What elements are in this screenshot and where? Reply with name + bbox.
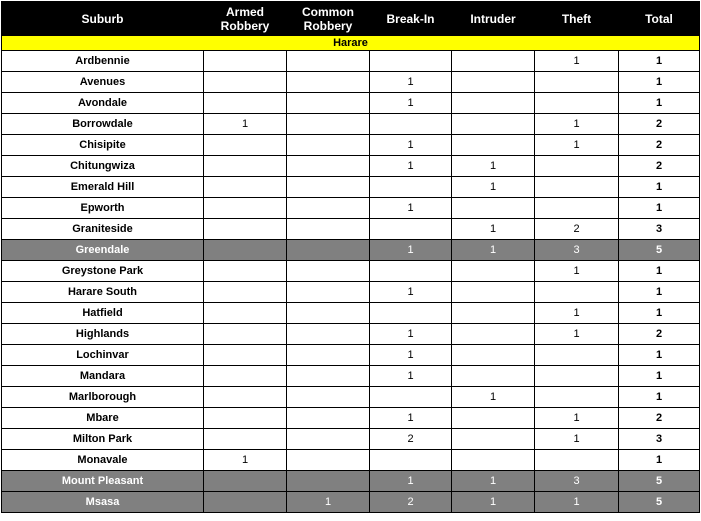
- armed-robbery-cell: [204, 72, 287, 93]
- common-robbery-cell: [287, 93, 370, 114]
- break-in-cell: 1: [370, 198, 452, 219]
- crime-stats-table: [1, 1, 700, 513]
- theft-cell: 1: [535, 408, 619, 429]
- intruder-cell: [452, 198, 535, 219]
- theft-cell: [535, 282, 619, 303]
- theft-cell: 1: [535, 303, 619, 324]
- theft-cell: 1: [535, 429, 619, 450]
- break-in-cell: 1: [370, 366, 452, 387]
- total-cell: 2: [619, 324, 700, 345]
- common-robbery-cell: [287, 198, 370, 219]
- common-robbery-cell: [287, 72, 370, 93]
- total-cell: 2: [619, 408, 700, 429]
- armed-robbery-cell: [204, 429, 287, 450]
- common-robbery-cell: [287, 240, 370, 261]
- table-row: [2, 51, 700, 72]
- table-row: [2, 114, 700, 135]
- suburb-cell: Milton Park: [2, 429, 204, 450]
- break-in-cell: 1: [370, 324, 452, 345]
- total-cell: 1: [619, 51, 700, 72]
- common-robbery-cell: [287, 324, 370, 345]
- theft-cell: [535, 345, 619, 366]
- suburb-cell: Greystone Park: [2, 261, 204, 282]
- intruder-cell: 1: [452, 177, 535, 198]
- total-cell: 1: [619, 387, 700, 408]
- break-in-cell: [370, 303, 452, 324]
- break-in-cell: 1: [370, 72, 452, 93]
- suburb-cell: Greendale: [2, 240, 204, 261]
- table-row: [2, 156, 700, 177]
- intruder-cell: 1: [452, 471, 535, 492]
- table-row: [2, 135, 700, 156]
- intruder-cell: [452, 135, 535, 156]
- suburb-cell: Borrowdale: [2, 114, 204, 135]
- break-in-cell: 2: [370, 429, 452, 450]
- table-row: [2, 219, 700, 240]
- common-robbery-cell: [287, 135, 370, 156]
- theft-cell: 1: [535, 492, 619, 513]
- intruder-cell: 1: [452, 240, 535, 261]
- theft-cell: 1: [535, 324, 619, 345]
- table-row: [2, 366, 700, 387]
- suburb-cell: Mandara: [2, 366, 204, 387]
- armed-robbery-cell: [204, 324, 287, 345]
- suburb-cell: Highlands: [2, 324, 204, 345]
- break-in-cell: 1: [370, 345, 452, 366]
- armed-robbery-cell: [204, 408, 287, 429]
- common-robbery-cell: [287, 387, 370, 408]
- total-cell: 5: [619, 471, 700, 492]
- theft-cell: [535, 198, 619, 219]
- suburb-cell: Avenues: [2, 72, 204, 93]
- theft-cell: 3: [535, 471, 619, 492]
- common-robbery-cell: [287, 282, 370, 303]
- suburb-cell: Epworth: [2, 198, 204, 219]
- total-cell: 1: [619, 177, 700, 198]
- intruder-cell: [452, 303, 535, 324]
- armed-robbery-cell: [204, 135, 287, 156]
- table-row: [2, 429, 700, 450]
- total-cell: 2: [619, 135, 700, 156]
- total-cell: 3: [619, 429, 700, 450]
- table-row: [2, 240, 700, 261]
- theft-cell: 1: [535, 261, 619, 282]
- intruder-cell: [452, 324, 535, 345]
- armed-robbery-cell: [204, 366, 287, 387]
- table-row: [2, 492, 700, 513]
- common-robbery-cell: [287, 51, 370, 72]
- theft-cell: [535, 72, 619, 93]
- theft-cell: [535, 387, 619, 408]
- header-total: Total: [619, 2, 700, 36]
- armed-robbery-cell: [204, 240, 287, 261]
- armed-robbery-cell: [204, 261, 287, 282]
- armed-robbery-cell: [204, 177, 287, 198]
- header-row: [2, 2, 700, 36]
- break-in-cell: [370, 114, 452, 135]
- table-row: [2, 177, 700, 198]
- intruder-cell: [452, 408, 535, 429]
- total-cell: 1: [619, 303, 700, 324]
- suburb-cell: Mount Pleasant: [2, 471, 204, 492]
- break-in-cell: 2: [370, 492, 452, 513]
- armed-robbery-cell: [204, 345, 287, 366]
- intruder-cell: [452, 93, 535, 114]
- header-theft: Theft: [535, 2, 619, 36]
- theft-cell: [535, 93, 619, 114]
- armed-robbery-cell: [204, 492, 287, 513]
- intruder-cell: 1: [452, 492, 535, 513]
- theft-cell: 1: [535, 51, 619, 72]
- suburb-cell: Marlborough: [2, 387, 204, 408]
- theft-cell: 1: [535, 114, 619, 135]
- total-cell: 2: [619, 114, 700, 135]
- intruder-cell: [452, 429, 535, 450]
- total-cell: 5: [619, 240, 700, 261]
- break-in-cell: 1: [370, 282, 452, 303]
- table-row: [2, 303, 700, 324]
- table-row: [2, 450, 700, 471]
- intruder-cell: [452, 366, 535, 387]
- suburb-cell: Msasa: [2, 492, 204, 513]
- total-cell: 1: [619, 72, 700, 93]
- suburb-cell: Hatfield: [2, 303, 204, 324]
- intruder-cell: [452, 282, 535, 303]
- break-in-cell: [370, 387, 452, 408]
- total-cell: 1: [619, 366, 700, 387]
- suburb-cell: Chisipite: [2, 135, 204, 156]
- table-row: [2, 261, 700, 282]
- common-robbery-cell: [287, 408, 370, 429]
- intruder-cell: [452, 72, 535, 93]
- table-row: [2, 387, 700, 408]
- total-cell: 1: [619, 345, 700, 366]
- suburb-cell: Emerald Hill: [2, 177, 204, 198]
- suburb-cell: Mbare: [2, 408, 204, 429]
- theft-cell: [535, 156, 619, 177]
- intruder-cell: [452, 51, 535, 72]
- armed-robbery-cell: [204, 198, 287, 219]
- table-row: [2, 72, 700, 93]
- theft-cell: 2: [535, 219, 619, 240]
- table-row: [2, 471, 700, 492]
- header-suburb: Suburb: [2, 2, 204, 36]
- header-intruder: Intruder: [452, 2, 535, 36]
- region-row: [2, 36, 700, 51]
- theft-cell: [535, 450, 619, 471]
- break-in-cell: 1: [370, 135, 452, 156]
- theft-cell: [535, 366, 619, 387]
- armed-robbery-cell: [204, 303, 287, 324]
- header-break-in: Break-In: [370, 2, 452, 36]
- armed-robbery-cell: 1: [204, 450, 287, 471]
- armed-robbery-cell: [204, 471, 287, 492]
- common-robbery-cell: [287, 429, 370, 450]
- break-in-cell: [370, 261, 452, 282]
- armed-robbery-cell: [204, 387, 287, 408]
- total-cell: 1: [619, 93, 700, 114]
- intruder-cell: 1: [452, 156, 535, 177]
- common-robbery-cell: [287, 471, 370, 492]
- break-in-cell: 1: [370, 156, 452, 177]
- suburb-cell: Harare South: [2, 282, 204, 303]
- intruder-cell: [452, 114, 535, 135]
- total-cell: 1: [619, 282, 700, 303]
- theft-cell: 1: [535, 135, 619, 156]
- table-row: [2, 198, 700, 219]
- common-robbery-cell: [287, 366, 370, 387]
- suburb-cell: Monavale: [2, 450, 204, 471]
- armed-robbery-cell: 1: [204, 114, 287, 135]
- break-in-cell: 1: [370, 240, 452, 261]
- common-robbery-cell: 1: [287, 492, 370, 513]
- armed-robbery-cell: [204, 51, 287, 72]
- common-robbery-cell: [287, 450, 370, 471]
- table-row: [2, 93, 700, 114]
- break-in-cell: 1: [370, 93, 452, 114]
- table-row: [2, 345, 700, 366]
- armed-robbery-cell: [204, 93, 287, 114]
- intruder-cell: [452, 450, 535, 471]
- break-in-cell: 1: [370, 408, 452, 429]
- common-robbery-cell: [287, 177, 370, 198]
- suburb-cell: Chitungwiza: [2, 156, 204, 177]
- suburb-cell: Ardbennie: [2, 51, 204, 72]
- break-in-cell: [370, 177, 452, 198]
- theft-cell: [535, 177, 619, 198]
- total-cell: 1: [619, 198, 700, 219]
- armed-robbery-cell: [204, 282, 287, 303]
- total-cell: 2: [619, 156, 700, 177]
- total-cell: 1: [619, 450, 700, 471]
- total-cell: 1: [619, 261, 700, 282]
- intruder-cell: 1: [452, 387, 535, 408]
- common-robbery-cell: [287, 303, 370, 324]
- header-common-robbery: Common Robbery: [287, 2, 370, 36]
- common-robbery-cell: [287, 219, 370, 240]
- common-robbery-cell: [287, 156, 370, 177]
- common-robbery-cell: [287, 261, 370, 282]
- suburb-cell: Graniteside: [2, 219, 204, 240]
- intruder-cell: [452, 345, 535, 366]
- break-in-cell: 1: [370, 471, 452, 492]
- table-row: [2, 408, 700, 429]
- break-in-cell: [370, 51, 452, 72]
- total-cell: 3: [619, 219, 700, 240]
- armed-robbery-cell: [204, 219, 287, 240]
- total-cell: 5: [619, 492, 700, 513]
- table-row: [2, 282, 700, 303]
- common-robbery-cell: [287, 345, 370, 366]
- intruder-cell: 1: [452, 219, 535, 240]
- intruder-cell: [452, 261, 535, 282]
- header-armed-robbery: Armed Robbery: [204, 2, 287, 36]
- suburb-cell: Avondale: [2, 93, 204, 114]
- break-in-cell: [370, 450, 452, 471]
- suburb-cell: Lochinvar: [2, 345, 204, 366]
- table-row: [2, 324, 700, 345]
- region-label: Harare: [2, 36, 700, 51]
- armed-robbery-cell: [204, 156, 287, 177]
- theft-cell: 3: [535, 240, 619, 261]
- common-robbery-cell: [287, 114, 370, 135]
- break-in-cell: [370, 219, 452, 240]
